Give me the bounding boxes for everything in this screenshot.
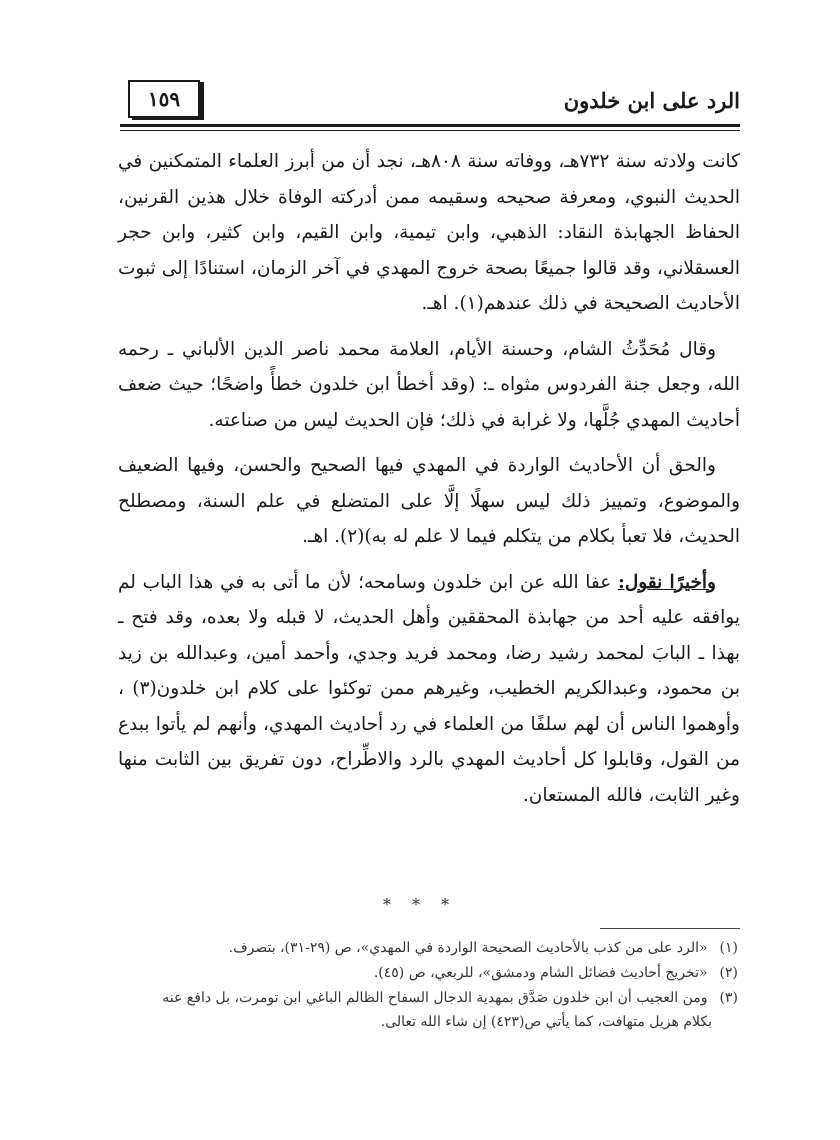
paragraph-2: وقال مُحَدِّثُ الشام، وحسنة الأيام، العلامة محمد ناصر الدين الألباني ـ رحمه الله، وجعل جنة الفردوس مثواه ـ: (وقد أخطأ ابن خلدون خطأً واضحًا؛ حيث ضعف أحاديث المهدي جُلَّها، ولا غرابة في ذلك؛ فإن الحديث ليس من صناعته.	[118, 338, 740, 431]
paragraph-4-lead: وأخيرًا نقول:	[617, 571, 716, 593]
section-separator: * * *	[382, 895, 458, 914]
footnote-rule	[600, 928, 740, 929]
footnote-number: (١)	[719, 940, 738, 956]
paragraph-4-text: عفا الله عن ابن خلدون وسامحه؛ لأن ما أتى به في هذا الباب لم يوافقه عليه أحد من جهابذة المحققين وأهل الحديث، لا قبله ولا بعده، وقد فتح ـ بهذا ـ البابَ لمحمد رشيد رضا، ومحمد فريد وجدي، وأحمد أمين، وعبدالله بن زيد بن محمود، وعبدالكريم الخطيب، وغيرهم ممن توكئوا على كلام ابن خلدون(٣) ، وأوهموا الناس أن لهم سلفًا من العلماء في رد أحاديث المهدي، وأنهم لم يأتوا ببدع من القول، وقابلوا كل أحاديث المهدي بالرد والاطِّراح، دون تفريق بين الثابت منها وغير الثابت، فالله المستعان.	[118, 571, 740, 806]
footnote-number: (٢)	[719, 965, 738, 981]
body-text	[118, 144, 740, 823]
running-title: الرد على ابن خلدون	[563, 88, 740, 113]
footnote-text: ومن العجيب أن ابن خلدون صَدَّق بمهدية الدجال السفاح الظالم الباغي ابن تومرت، بل دافع عنه	[162, 990, 708, 1006]
paragraph-1: كانت ولادته سنة ٧٣٢هـ، ووفاته سنة ٨٠٨هـ، نجد أن من أبرز العلماء المتمكنين في الحديث النبوي، ومعرفة صحيحه وسقيمه ممن أدركته الوفاة خلال هذين القرنين، الحفاظ الجهابذة النقاد: الذهبي، وابن تيمية، وابن القيم، وابن كثير، وابن حجر العسقلاني، وقد قالوا جميعًا بصحة خروج المهدي في آخر الزمان، استنادًا إلى ثبوت الأحاديث الصحيحة في ذلك عندهم(١). اهـ.	[118, 151, 740, 314]
footnote-text-continued: بكلام هزيل متهافت، كما يأتي ص(٤٢٣) إن شاء الله تعالى.	[380, 1014, 712, 1030]
footnote-text: «الرد على من كذب بالأحاديث الصحيحة الواردة في المهدي»، ص (٢٩-٣١)، بتصرف.	[228, 940, 708, 956]
footnote-2	[160, 961, 738, 985]
page-number-box	[128, 80, 200, 118]
paragraph-3: والحق أن الأحاديث الواردة في المهدي فيها الصحيح والحسن، وفيها الضعيف والموضوع، وتمييز ذلك ليس سهلًا إلَّا على المتضلع في علم السنة، ومصطلح الحديث، فلا تعبأ بكلام من يتكلم فيما لا علم له به)(٢). اهـ.	[118, 455, 740, 547]
footnote-number: (٣)	[719, 990, 738, 1006]
footnote-text: «تخريج أحاديث فضائل الشام ودمشق»، للربعي، ص (٤٥).	[373, 965, 708, 981]
footnotes	[160, 936, 738, 1035]
footnote-3	[160, 986, 738, 1034]
page-number: ١٥٩	[147, 87, 181, 111]
header-rule-thin	[120, 130, 740, 131]
paragraph-4	[118, 565, 740, 814]
header-rule-thick	[120, 124, 740, 127]
footnote-1	[160, 936, 738, 960]
